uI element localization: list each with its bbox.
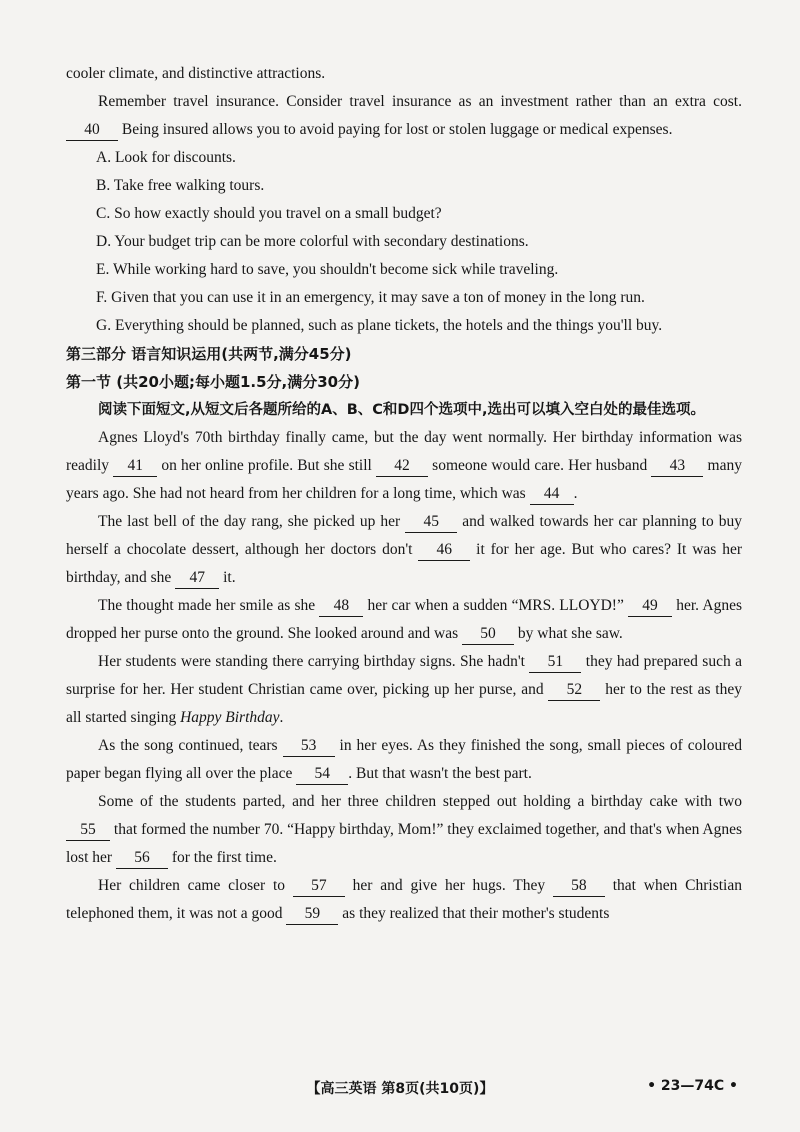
blank-54: 54 [296,764,348,785]
blank-48: 48 [319,596,363,617]
blank-50: 50 [462,624,514,645]
blank-49: 49 [628,596,672,617]
part-three-title: 第三部分 语言知识运用(共两节,满分45分) [66,345,352,363]
option-a: A. Look for discounts. [96,149,236,166]
top-line: cooler climate, and distinctive attractions. [66,65,326,82]
option-g: G. Everything should be planned, such as plane tickets, the hotels and the things you'll buy. [96,317,663,334]
blank-40: 40 [66,120,118,141]
blank-56: 56 [116,848,168,869]
song-title: Happy Birthday [180,709,280,726]
insurance-paragraph: Remember travel insurance. Consider travel insurance as an investment rather than an extra cost. 40 Being insured allows you to avoid paying for lost or stolen luggage or medical expenses. [66,88,742,144]
story-paragraph-1: Agnes Lloyd's 70th birthday finally came, but the day went normally. Her birthday information was readily 41 on her online profile. But she still 42 someone would care. Her husband 43 many years ago. She had not heard from her children for a long time, which was 44 . [66,424,742,508]
section-one-title: 第一节 (共20小题;每小题1.5分,满分30分) [66,373,360,391]
blank-41: 41 [113,456,157,477]
blank-53: 53 [283,736,335,757]
blank-55: 55 [66,820,110,841]
blank-52: 52 [548,680,600,701]
story-paragraph-4: Her students were standing there carrying birthday signs. She hadn't 51 they had prepared such a surprise for her. Her student Christian came over, picking up her purse, and 52 her to the rest as they all started singing Happy Birthday. [66,653,742,726]
option-b: B. Take free walking tours. [96,177,265,194]
story-paragraph-2: The last bell of the day rang, she picked up her 45 and walked towards her car planning to buy herself a chocolate dessert, although her doctors don't 46 it for her age. But who cares? It was her birthday, and she 47 it. [66,508,742,592]
option-f: F. Given that you can use it in an emergency, it may save a ton of money in the long run. [96,289,645,306]
option-e: E. While working hard to save, you shouldn't become sick while traveling. [96,261,559,278]
footer-exam-code: • 23—74C • [647,1078,738,1094]
option-c: C. So how exactly should you travel on a small budget? [96,205,442,222]
footer-page-info: 【高三英语 第8页(共10页)】 [306,1081,494,1097]
blank-47: 47 [175,568,219,589]
blank-44: 44 [530,484,574,505]
story-paragraph-6: Some of the students parted, and her three children stepped out holding a birthday cake with two 55 that formed the number 70. “Happy birthday, Mom!” they exclaimed together, and that's when Agnes lost her 56 for the first time. [66,788,742,872]
story-paragraph-7: Her children came closer to 57 her and give her hugs. They 58 that when Christian telephoned them, it was not a good 59 as they realized that their mother's students [66,872,742,928]
story-paragraph-5: As the song continued, tears 53 in her eyes. As they finished the song, small pieces of coloured paper began flying all over the place 54 . But that wasn't the best part. [66,732,742,788]
blank-46: 46 [418,540,470,561]
blank-45: 45 [405,512,457,533]
option-d: D. Your budget trip can be more colorful with secondary destinations. [96,233,529,250]
instruction: 阅读下面短文,从短文后各题所给的A、B、C和D四个选项中,选出可以填入空白处的最佳选项。 [98,402,705,418]
blank-42: 42 [376,456,428,477]
blank-57: 57 [293,876,345,897]
blank-51: 51 [529,652,581,673]
blank-43: 43 [651,456,703,477]
story-paragraph-3: The thought made her smile as she 48 her car when a sudden “MRS. LLOYD!” 49 her. Agnes dropped her purse onto the ground. She looked around and was 50 by what she saw. [66,592,742,648]
blank-58: 58 [553,876,605,897]
blank-59: 59 [286,904,338,925]
